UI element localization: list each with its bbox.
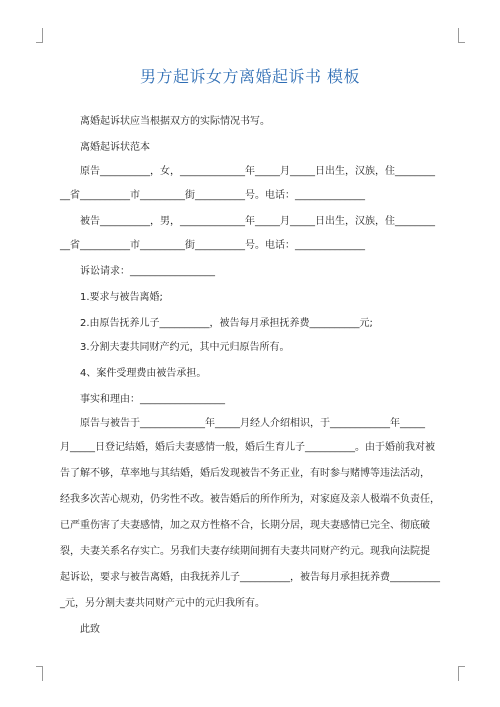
facts-line-1: 原告与被告于_____________年_____月经人介绍相识，于____________年_____ (80, 418, 425, 429)
sample-heading: 离婚起诉状范本 (80, 142, 150, 153)
facts-heading: 事实和理由：_________________ (80, 394, 225, 405)
crop-mark-bottom-left (36, 666, 43, 681)
defendant-line-2: __省__________市_________街__________号。电话：______________ (60, 240, 365, 251)
claim-1: 1.要求与被告离婚; (80, 292, 163, 303)
plaintiff-line-2: __省__________市_________街__________号。电话：______________ (60, 190, 365, 201)
crop-mark-top-left (36, 28, 43, 43)
facts-line-2: 月_____日登记结婚，婚后夫妻感情一般，婚后生育儿子__________。由于婚前我对被 (60, 442, 435, 453)
facts-line-6: 裂，夫妻关系名存实亡。另我们夫妻存续期间拥有夫妻共同财产约元。现我向法院提 (60, 546, 430, 557)
crop-mark-top-right (458, 28, 465, 43)
claim-3: 3.分割夫妻共同财产约元，其中元归原告所有。 (80, 342, 290, 353)
document-title: 男方起诉女方离婚起诉书 模板 (139, 67, 361, 86)
crop-mark-bottom-right (458, 666, 465, 681)
intro-line: 离婚起诉状应当根据双方的实际情况书写。 (80, 116, 270, 127)
facts-line-5: 已严重伤害了夫妻感情，加之双方性格不合，长期分居，现夫妻感情已完全、彻底破 (60, 520, 430, 531)
claim-2: 2.由原告抚养儿子__________，被告每月承担抚养费__________元; (80, 318, 373, 329)
claims-heading: 诉讼请求：_________________ (80, 266, 215, 277)
claim-4: 4、案件受理费由被告承担。 (80, 368, 207, 379)
defendant-line-1: 被告__________，男，_____________年_____月_____日出生，汉族，住________ (80, 216, 435, 227)
plaintiff-line-1: 原告__________，女，_____________年_____月_____日出生，汉族，住________ (80, 166, 435, 177)
facts-line-7: 起诉讼，要求与被告离婚，由我抚养儿子__________，被告每月承担抚养费__________ (60, 572, 440, 583)
facts-line-8: _元，另分割夫妻共同财产元中的元归我所有。 (60, 598, 265, 609)
facts-line-3: 告了解不够，草率地与其结婚，婚后发现被告不务正业，有时参与赌博等违法活动， (60, 468, 430, 479)
facts-line-4: 经我多次苦心规劝，仍劣性不改。被告婚后的所作所为，对家庭及亲人极端不负责任， (60, 494, 440, 505)
closing-line: 此致 (80, 624, 100, 635)
